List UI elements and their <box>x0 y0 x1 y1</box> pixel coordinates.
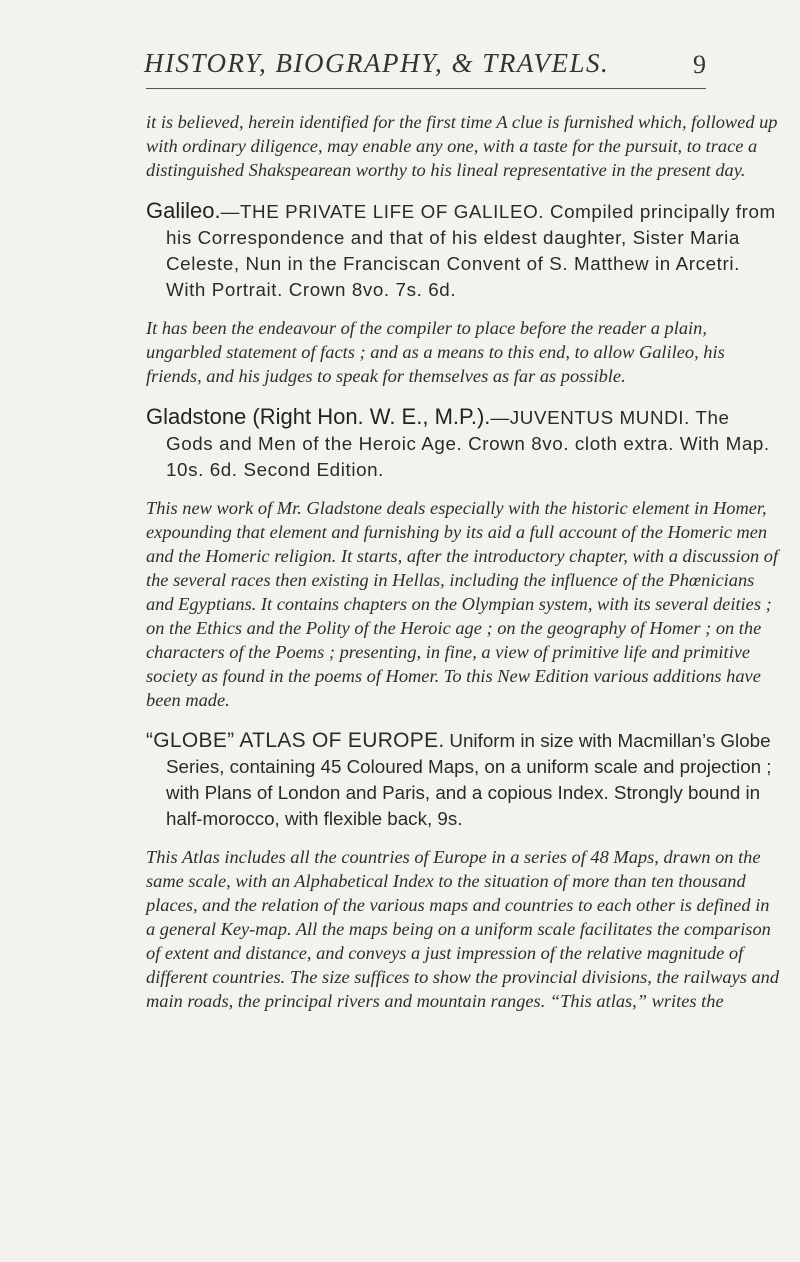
entry-author: Gladstone (Right Hon. W. E., M.P.). <box>146 404 491 429</box>
entry-details: Uniform in size with Macmillan’s Globe Series, containing 45 Coloured Maps, on a uniform scale and projection ; with Plans of London and Paris, and a copious Index. Strongly bound in half-morocco, with flexible back, 9s. <box>166 730 772 829</box>
entry-description: This new work of Mr. Gladstone deals especially with the historic element in Homer, expounding that element and furnishing by its aid a full account of the Homeric men and the Homeric religion. It starts, after the introductory chapter, with a discussion of the several races then existing in Hellas, including the influence of the Phœnicians and Egyptians. It contains chapters on the Olympian system, with its several deities ; on the Ethics and the Polity of the Heroic age ; on the geography of Homer ; on the characters of the Poems ; presenting, in fine, a view of primitive life and primitive society as found in the poems of Homer. To this New Edition various additions have been made. <box>146 498 779 710</box>
page-content <box>146 110 782 1013</box>
entry-globe-atlas <box>146 728 782 1013</box>
entry-author: Galileo. <box>146 198 221 223</box>
entry-heading <box>146 198 782 303</box>
intro-paragraph: it is believed, herein identified for the first time A clue is furnished which, followed up with ordinary diligence, may enable any one, with a taste for the pursuit, to trace a distinguished Shakspearean worthy to his lineal representative in the present day. <box>146 112 778 180</box>
entry-details: —THE PRIVATE LIFE OF GALILEO. Compiled principally from his Correspondence and that of his eldest daughter, Sister Maria Celeste, Nun in the Franciscan Convent of S. Matthew in Arcetri. With Portrait. Crown 8vo. 7s. 6d. <box>166 201 776 300</box>
entry-heading <box>146 728 782 832</box>
entry-title: “GLOBE” ATLAS OF EUROPE. <box>146 729 445 752</box>
entry-description: It has been the endeavour of the compiler to place before the reader a plain, ungarbled statement of facts ; and as a means to this end, to allow Galileo, his friends, and his judges to speak for themselves as far as possible. <box>146 318 725 386</box>
entry-galileo <box>146 198 782 388</box>
running-title: HISTORY, BIOGRAPHY, & TRAVELS. <box>144 48 610 78</box>
header-rule <box>146 88 706 89</box>
entry-gladstone <box>146 404 782 712</box>
entry-details: —JUVENTUS MUNDI. The Gods and Men of the Heroic Age. Crown 8vo. cloth extra. With Map. 10s. 6d. Second Edition. <box>166 407 770 480</box>
entry-heading <box>146 404 782 483</box>
entry-description: This Atlas includes all the countries of Europe in a series of 48 Maps, drawn on the same scale, with an Alphabetical Index to the situation of more than ten thousand places, and the relation of the various maps and countries to each other is defined in a general Key-map. All the maps being on a uniform scale facilitates the comparison of extent and distance, and conveys a just impression of the relative magnitude of different countries. The size suffices to show the provincial divisions, the railways and main roads, the principal rivers and mountain ranges. “This atlas,” writes the <box>146 847 780 1011</box>
running-head <box>120 48 720 88</box>
page-number: 9 <box>693 50 706 79</box>
